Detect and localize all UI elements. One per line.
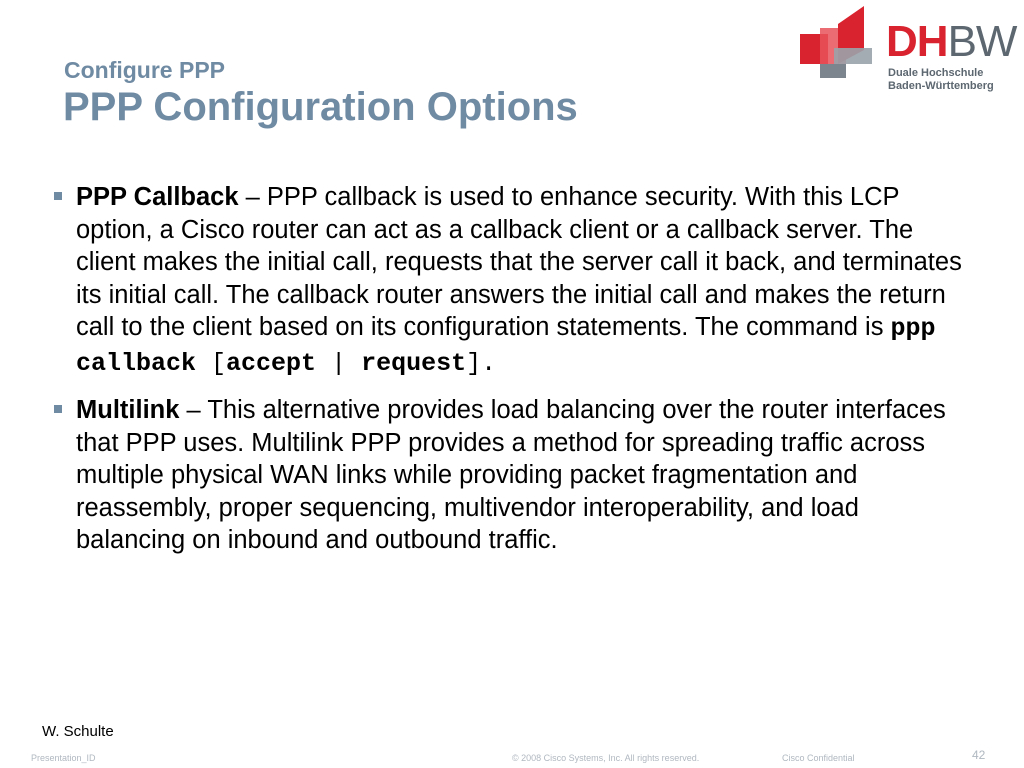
square-bullet-icon bbox=[54, 405, 62, 413]
dhbw-wordmark-bw: BW bbox=[947, 17, 1017, 66]
slide-subtitle: Configure PPP bbox=[64, 57, 226, 83]
command-bracket-open: [ bbox=[196, 348, 227, 378]
bullet-description: – This alternative provides load balancing over the router interfaces that PPP uses. Multilink PPP provides a method for spreading traffic across multiple physical WAN links while providing packet fragmentation and reassembly, proper sequencing, multivendor interoperability, and load balancing on inbound and outbound traffic. bbox=[76, 396, 946, 554]
bullet-term: PPP Callback bbox=[76, 183, 239, 211]
dhbw-tagline bbox=[888, 67, 994, 93]
page-number: 42 bbox=[972, 748, 986, 762]
author-name: W. Schulte bbox=[42, 723, 114, 740]
bullet-text bbox=[76, 181, 972, 380]
command-keyword: ppp callback bbox=[76, 314, 936, 378]
dhbw-wordmark-dh: DH bbox=[886, 17, 948, 66]
command-option-accept: accept bbox=[226, 348, 317, 378]
dhbw-tagline-line1: Duale Hochschule bbox=[888, 67, 984, 79]
confidential-label: Cisco Confidential bbox=[782, 753, 855, 763]
copyright-notice: © 2008 Cisco Systems, Inc. All rights reserved. bbox=[512, 753, 700, 763]
command-option-request: request bbox=[361, 348, 467, 378]
square-bullet-icon bbox=[54, 192, 62, 200]
dhbw-wordmark bbox=[886, 17, 1017, 66]
command-bracket-close: ]. bbox=[466, 348, 497, 378]
presentation-id: Presentation_ID bbox=[31, 753, 96, 763]
bullet-ppp-callback bbox=[52, 181, 972, 380]
slide-title: PPP Configuration Options bbox=[63, 85, 578, 129]
dhbw-logo-mark-icon bbox=[798, 6, 884, 86]
command-separator: | bbox=[316, 348, 362, 378]
bullet-text bbox=[76, 394, 972, 557]
bullet-multilink bbox=[52, 394, 972, 557]
bullet-description: – PPP callback is used to enhance security. With this LCP option, a Cisco router can act as a callback client or a callback server. The client makes the initial call, requests that the server call it back, and terminates its initial call. The callback router answers the initial call and makes the return call to the client based on its configuration statements. The command is bbox=[76, 183, 962, 341]
dhbw-tagline-line2: Baden-Württemberg bbox=[888, 80, 994, 92]
bullet-term: Multilink bbox=[76, 396, 180, 424]
dhbw-logo bbox=[798, 6, 1018, 96]
slide-body bbox=[52, 181, 972, 571]
